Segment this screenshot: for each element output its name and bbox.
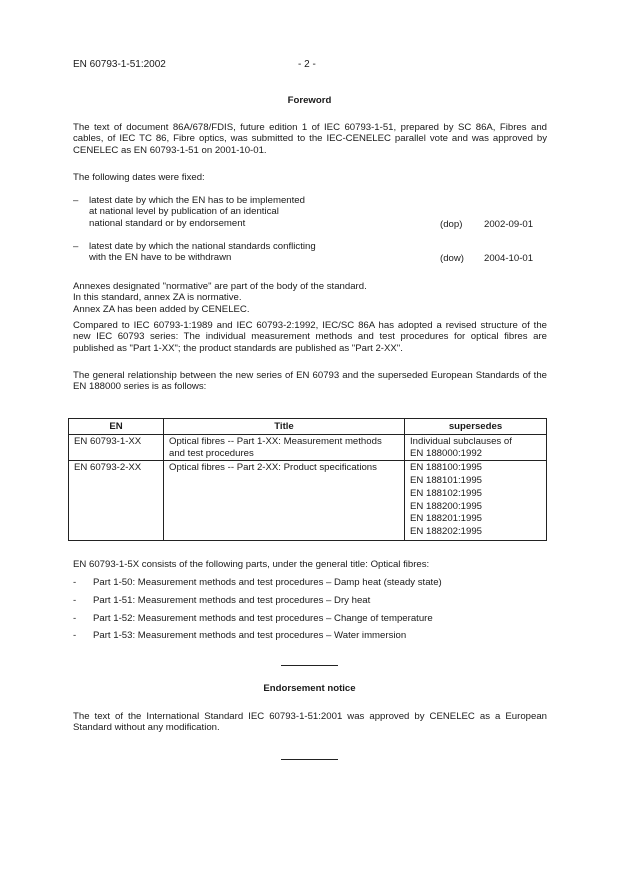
table-row (69, 435, 547, 461)
date-item-text (89, 195, 409, 229)
annex-statement (73, 281, 547, 315)
list-dash: - (73, 630, 77, 642)
part-text: Part 1-52: Measurement methods and test procedures – Change of temperature (93, 612, 433, 624)
date-abbr: (dop) (440, 219, 463, 230)
date-item-line: national standard or by endorsement (89, 217, 246, 229)
header-document-id: EN 60793-1-51:2002 (73, 59, 166, 70)
date-item-line: latest date by which the EN has to be implemented (89, 195, 305, 206)
date-item-dow (73, 241, 547, 265)
relationship-table (68, 418, 547, 541)
list-dash: - (73, 577, 77, 588)
date-value: 2004-10-01 (484, 253, 534, 264)
list-item (73, 577, 547, 595)
list-item (73, 595, 547, 613)
parts-list (73, 559, 547, 648)
annex-line: Annex ZA has been added by CENELEC. (73, 303, 250, 315)
table-row (69, 461, 547, 541)
parts-intro: EN 60793-1-5X consists of the following parts, under the general title: Optical fibres: (73, 559, 430, 570)
supersedes-line: EN 188102:1995 (410, 487, 483, 499)
cell-supersedes (405, 461, 547, 541)
column-header-en: EN (69, 419, 164, 435)
part-text: Part 1-51: Measurement methods and test procedures – Dry heat (93, 594, 371, 606)
date-value: 2002-09-01 (484, 219, 534, 230)
supersedes-line: EN 188101:1995 (410, 475, 483, 487)
list-item (73, 630, 547, 648)
foreword-intro-paragraph: The text of document 86A/678/FDIS, future edition 1 of IEC 60793-1-51, prepared by SC 86A, Fibres and cables, of IEC TC 86, Fibre optics, was submitted to the IEC-CENELEC parallel vote and was approved by CENELEC as EN 60793-1-51 on 2001-10-01. (73, 122, 547, 156)
table-header-row (69, 419, 547, 435)
supersedes-line: EN 188201:1995 (410, 513, 483, 525)
date-item-text (89, 241, 409, 264)
supersedes-line: Individual subclauses of (410, 436, 512, 448)
supersedes-line: EN 188100:1995 (410, 462, 483, 474)
date-item-dop (73, 195, 547, 231)
date-item-line: latest date by which the national standards conflicting (89, 241, 316, 252)
supersedes-line: EN 188000:1992 (410, 447, 483, 459)
section-divider (281, 759, 338, 760)
dates-intro: The following dates were fixed: (73, 172, 205, 183)
foreword-heading: Foreword (287, 95, 332, 106)
cell-supersedes (405, 435, 547, 461)
cell-en: EN 60793-1-XX (69, 435, 164, 461)
part-text: Part 1-53: Measurement methods and test procedures – Water immersion (93, 630, 407, 642)
section-divider (281, 665, 338, 666)
part-text: Part 1-50: Measurement methods and test procedures – Damp heat (steady state) (93, 577, 442, 588)
list-dash: - (73, 612, 77, 624)
date-item-line: with the EN have to be withdrawn (89, 252, 232, 264)
list-dash: – (73, 195, 79, 206)
list-item (73, 613, 547, 631)
supersedes-line: EN 188200:1995 (410, 500, 483, 512)
date-item-line: at national level by publication of an identical (89, 206, 279, 218)
column-header-supersedes: supersedes (405, 419, 547, 435)
compared-paragraph: Compared to IEC 60793-1:1989 and IEC 60793-2:1992, IEC/SC 86A has adopted a revised structure of the new IEC 60793 series: The individual measurement methods and test procedures for optical fibres are published as "Part 1-XX"; the product standards are published as "Part 2-XX". (73, 320, 547, 354)
endorsement-heading: Endorsement notice (263, 683, 356, 694)
annex-line: In this standard, annex ZA is normative. (73, 292, 242, 304)
relationship-paragraph: The general relationship between the new series of EN 60793 and the superseded European Standards of the EN 188000 series is as follows: (73, 370, 547, 393)
list-dash: - (73, 594, 77, 606)
endorsement-paragraph: The text of the International Standard IEC 60793-1-51:2001 was approved by CENELEC as a European Standard without any modification. (73, 711, 547, 734)
column-header-title: Title (164, 419, 405, 435)
cell-title: Optical fibres -- Part 2-XX: Product specifications (164, 461, 405, 541)
date-abbr: (dow) (440, 253, 464, 264)
list-dash: – (73, 241, 79, 252)
cell-title: Optical fibres -- Part 1-XX: Measurement methods and test procedures (164, 435, 405, 461)
cell-en: EN 60793-2-XX (69, 461, 164, 541)
header-page-number: - 2 - (298, 59, 316, 70)
supersedes-line: EN 188202:1995 (410, 526, 483, 538)
annex-line: Annexes designated "normative" are part of the body of the standard. (73, 281, 367, 292)
